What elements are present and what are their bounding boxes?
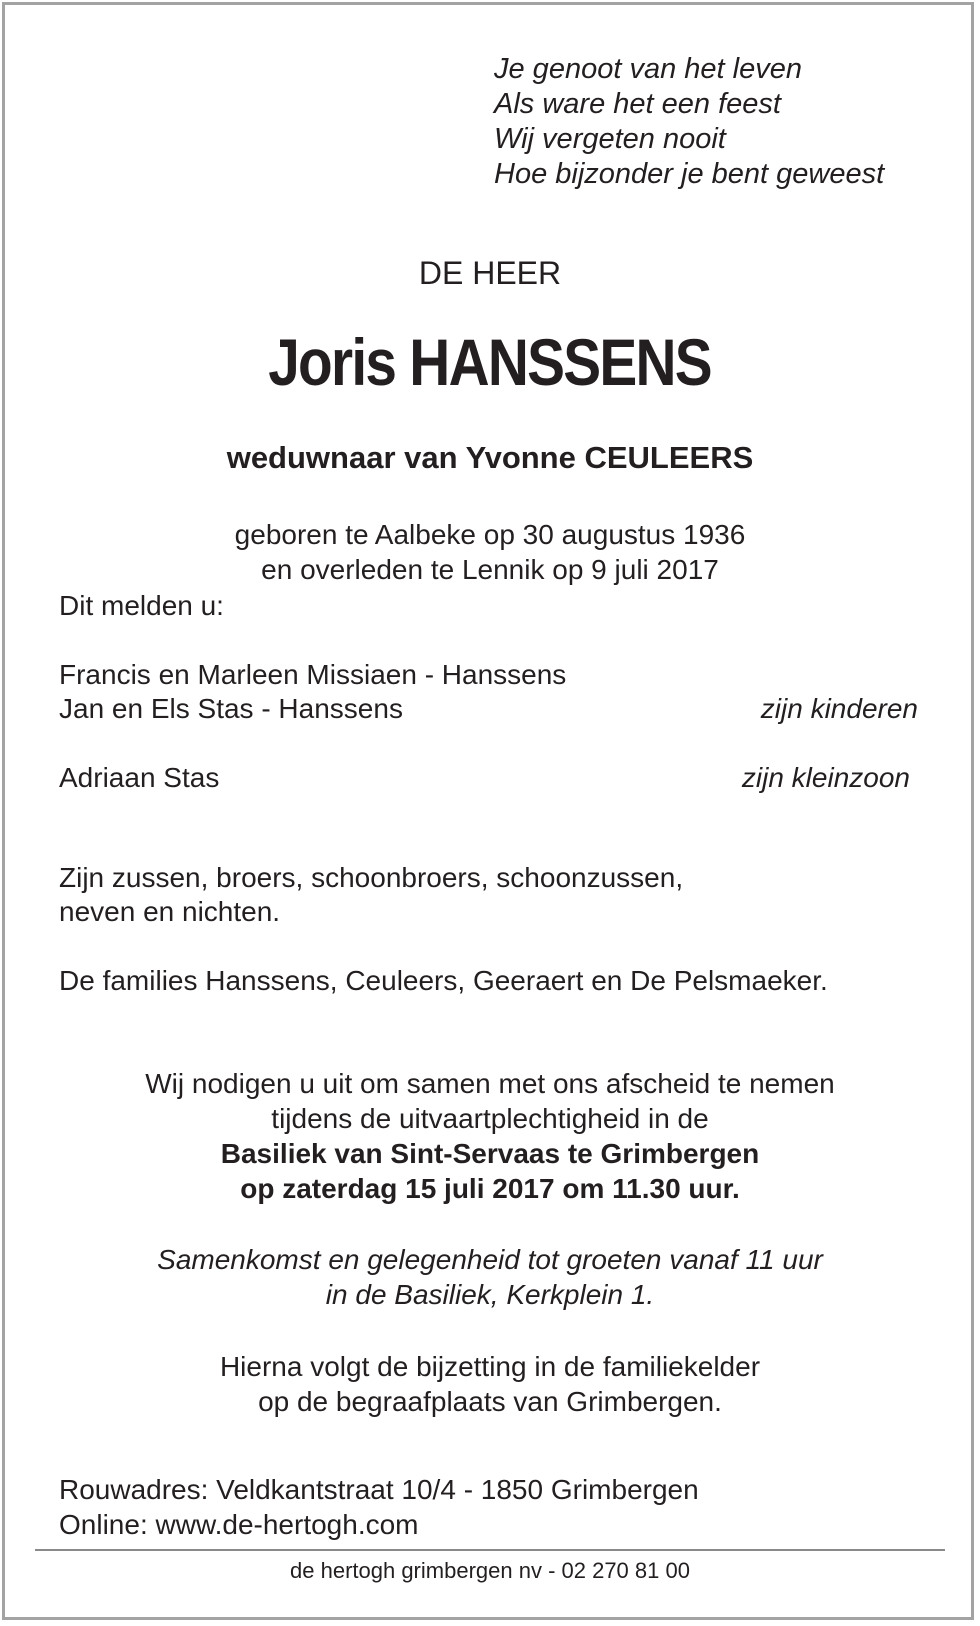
children-relation: zijn kinderen [760, 693, 918, 724]
relatives-line: neven en nichten. [59, 896, 281, 927]
poem-line: Wij vergeten nooit [494, 123, 726, 155]
child-name: Francis en Marleen Missiaen - Hanssens [59, 659, 567, 690]
families: De families Hanssens, Ceuleers, Geeraert en De Pelsmaeker. [59, 965, 828, 996]
poem-line: Hoe bijzonder je bent geweest [494, 158, 885, 190]
child-name: Jan en Els Stas - Hanssens [59, 693, 403, 724]
death-line: en overleden te Lennik op 9 juli 2017 [261, 554, 719, 585]
invitation-line: tijdens de uitvaartplechtigheid in de [271, 1103, 709, 1134]
gathering-line: in de Basiliek, Kerkplein 1. [325, 1279, 655, 1310]
poem [494, 52, 884, 192]
ceremony-location: Basiliek van Sint-Servaas te Grimbergen [220, 1138, 760, 1169]
invitation [0, 1066, 980, 1206]
title-prefix: DE HEER [418, 255, 562, 291]
ceremony-datetime: op zaterdag 15 juli 2017 om 11.30 uur. [240, 1173, 740, 1204]
birth-line: geboren te Aalbeke op 30 augustus 1936 [234, 519, 746, 550]
gathering-line: Samenkomst en gelegenheid tot groeten vanaf 11 uur [157, 1244, 823, 1275]
invitation-line: Wij nodigen u uit om samen met ons afscheid te nemen [145, 1068, 835, 1099]
poem-line: Je genoot van het leven [494, 53, 802, 85]
poem-line: Als ware het een feest [494, 88, 781, 120]
burial-line: Hierna volgt de bijzetting in de familiekelder [219, 1351, 761, 1382]
widower-of: weduwnaar van Yvonne CEULEERS [226, 440, 754, 475]
grandson-relation: zijn kleinzoon [741, 762, 910, 793]
divider [35, 1549, 945, 1551]
mourning-address: Rouwadres: Veldkantstraat 10/4 - 1850 Grimbergen [59, 1474, 699, 1505]
footer-undertaker: de hertogh grimbergen nv - 02 270 81 00 [290, 1558, 690, 1583]
gathering-info [0, 1242, 980, 1312]
deceased-name: Joris HANSSENS [268, 325, 711, 399]
grandson-name: Adriaan Stas [59, 762, 220, 793]
relatives-line: Zijn zussen, broers, schoonbroers, schoonzussen, [59, 862, 684, 893]
burial-line: op de begraafplaats van Grimbergen. [258, 1386, 722, 1417]
birth-death-info [0, 517, 980, 587]
announce-intro: Dit melden u: [59, 590, 224, 621]
online-link[interactable]: Online: www.de-hertogh.com [59, 1509, 419, 1540]
burial-info [0, 1349, 980, 1419]
